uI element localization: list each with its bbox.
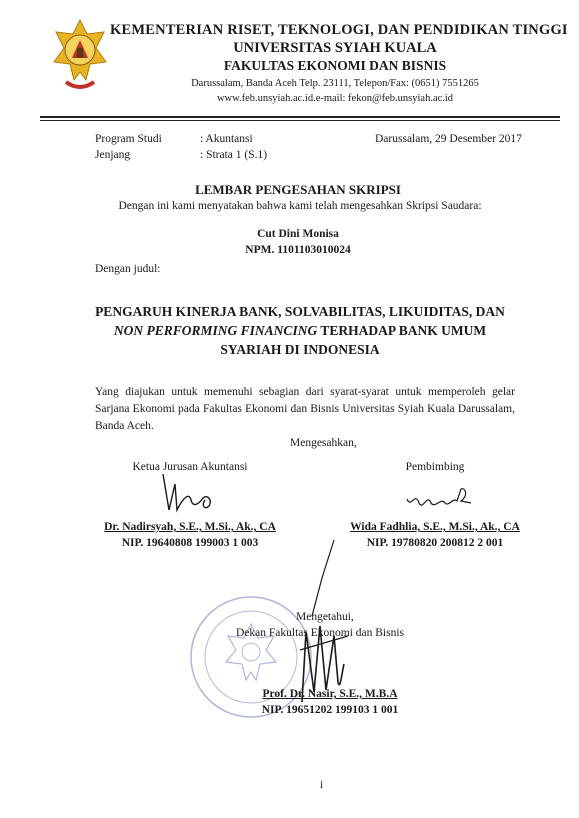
known-label: Mengetahui,	[296, 611, 354, 623]
dean-name: Prof. Dr. Nasir, S.E., M.B.A	[262, 688, 398, 700]
program-value: : Akuntansi	[200, 133, 253, 145]
program-label: Program Studi	[95, 133, 162, 145]
right-signer-role: Pembimbing	[405, 461, 465, 473]
right-signature	[405, 485, 475, 520]
header-rule-thick	[40, 116, 560, 118]
page-number: i	[320, 779, 324, 791]
thesis-title	[88, 302, 512, 359]
student-name: Cut Dini Monisa	[257, 228, 339, 240]
header-rule-thin	[40, 120, 560, 121]
dean-nip: NIP. 19651202 199103 1 001	[261, 704, 399, 716]
right-signer-name: Wida Fadhlia, S.E., M.Si., Ak., CA	[350, 521, 520, 533]
level-label: Jenjang	[95, 149, 131, 161]
intro-text: Dengan ini kami menyatakan bahwa kami telah mengesahkan Skripsi Saudara:	[118, 200, 482, 212]
university-logo	[52, 18, 108, 96]
judul-label: Dengan judul:	[95, 263, 161, 275]
faculty-web: www.feb.unsyiah.ac.id.e-mail: fekon@feb.unsyiah.ac.id	[216, 93, 454, 104]
dean-signature	[292, 612, 362, 717]
right-signer-nip: NIP. 19780820 200812 2 001	[366, 537, 504, 549]
thesis-title-italic: NON PERFORMING FINANCING	[113, 323, 318, 338]
document-date: Darussalam, 29 Desember 2017	[375, 133, 522, 145]
approval-label: Mengesahkan,	[290, 437, 357, 449]
dean-role: Dekan Fakultas Ekonomi dan Bisnis	[236, 627, 405, 639]
left-signer-name: Dr. Nadirsyah, S.E., M.Si., Ak., CA	[104, 521, 276, 533]
level-value: : Strata 1 (S.1)	[200, 149, 268, 161]
thesis-title-part1: PENGARUH KINERJA BANK, SOLVABILITAS, LIKUIDITAS, DAN	[95, 304, 505, 319]
student-npm: NPM. 1101103010024	[245, 244, 351, 256]
thesis-title-part3: TERHADAP BANK UMUM SYARIAH DI INDONESIA	[220, 323, 487, 357]
purpose-paragraph: Yang diajukan untuk memenuhi sebagian dari syarat-syarat untuk memperoleh gelar Sarjana Ekonomi pada Fakultas Ekonomi dan Bisnis Universitas Syiah Kuala Darussalam, Banda Aceh.	[95, 386, 515, 432]
left-signer-nip: NIP. 19640808 199003 1 003	[121, 537, 259, 549]
ministry-name: KEMENTERIAN RISET, TEKNOLOGI, DAN PENDIDIKAN TINGGI	[110, 22, 568, 38]
left-signer-role: Ketua Jurusan Akuntansi	[132, 461, 248, 473]
faculty-address: Darussalam, Banda Aceh Telp. 23111, Telepon/Fax: (0651) 7551265	[191, 78, 479, 89]
faculty-name: FAKULTAS EKONOMI DAN BISNIS	[223, 58, 447, 73]
page-title: LEMBAR PENGESAHAN SKRIPSI	[195, 182, 401, 197]
left-signature	[155, 470, 225, 523]
university-name: UNIVERSITAS SYIAH KUALA	[233, 40, 437, 56]
